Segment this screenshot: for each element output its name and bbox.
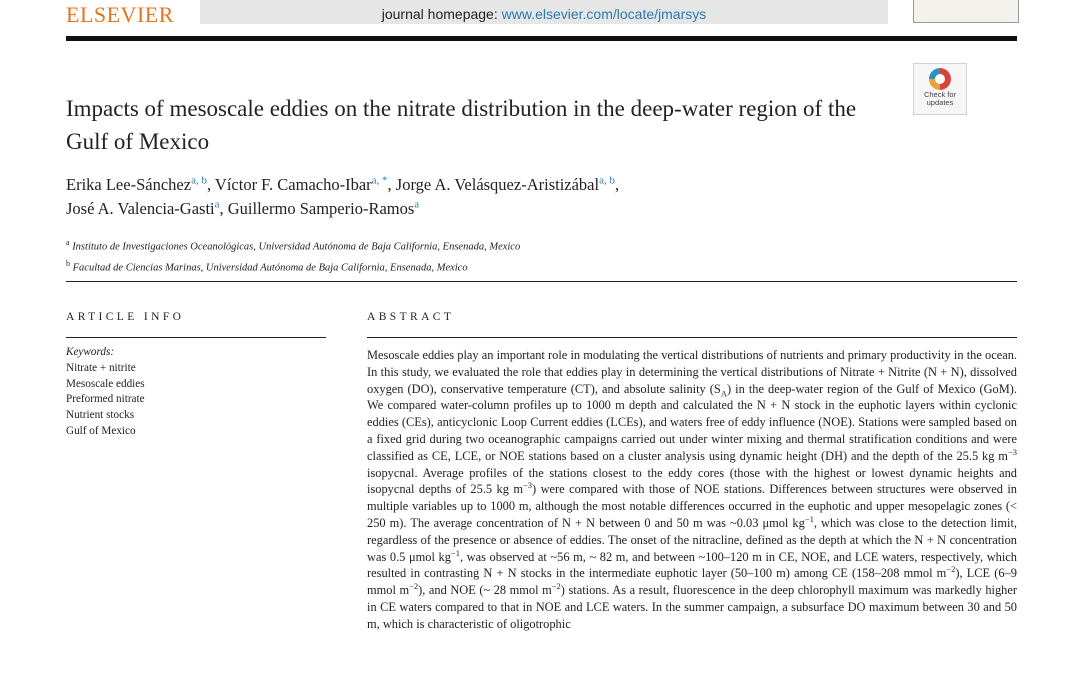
homepage-label: journal homepage: (381, 6, 502, 22)
affiliation-mark: b (66, 258, 70, 268)
keywords-block (66, 345, 145, 440)
abstract-superscript: −2 (551, 581, 561, 592)
author-affiliation-mark[interactable]: a, b (191, 174, 207, 187)
article-info-heading: ARTICLE INFO (66, 311, 185, 323)
article-info-rule (66, 337, 326, 338)
check-updates-line2: updates (926, 98, 954, 107)
homepage-link[interactable]: www.elsevier.com/locate/jmarsys (501, 6, 707, 22)
keywords-label: Keywords: (66, 346, 115, 358)
check-for-updates-button[interactable] (913, 63, 967, 115)
abstract-superscript: −3 (1007, 446, 1017, 457)
author-separator: , (387, 175, 396, 194)
keyword-item: Gulf of Mexico (66, 424, 136, 437)
author-name[interactable]: Jorge A. Velásquez-Aristizábal (395, 175, 600, 194)
abstract-segment: ) in the deep-water region of the Gulf of Mexico (GoM). We compared water-column profiles up to 1000 m depth and calculated the N + N stock in the euphotic layers within cyclonic eddies (CEs), anticyclonic Loop Current eddies (LCEs), and waters free of eddy influence (NOE). Stations were sampled based on a fixed grid during two oceanographic campaigns carried out under winter mixing and thermal stratification conditions and were classified as CE, LCE, or NOE stations based on a cluster analysis using dynamic height (DH) and the depth of the 25.5 kg m (367, 381, 1017, 463)
abstract-superscript: −2 (409, 581, 419, 592)
journal-homepage-bar (200, 0, 888, 24)
abstract-segment: ) stations. As a result, fluorescence in the deep chlorophyll maximum was markedly higher in CE waters compared to that in NOE and LCE waters. In the summer campaign, a subsurface DO maximum between 30 and 50 m, which is characteristic of oligotrophic (367, 583, 1017, 631)
abstract-rule (367, 337, 1017, 338)
affiliations (66, 235, 520, 276)
abstract-superscript: −1 (450, 547, 460, 558)
abstract-superscript: −2 (946, 564, 956, 575)
abstract-subscript: A (720, 388, 727, 399)
author-name[interactable]: Erika Lee-Sánchez (66, 175, 192, 194)
abstract-segment: ) were compared with those of NOE stations. Differences between structures were observed in multiple variables up to 1000 m, although the most notable differences occurred in the euphotic and upper mesopelagic zones (< 250 m). The average concentration of N + N between 0 and 50 m was ~0.03 μmol kg (367, 482, 1017, 530)
author-name[interactable]: Guillermo Samperio-Ramos (227, 199, 415, 218)
author-affiliation-mark[interactable]: a, * (371, 174, 388, 187)
crossmark-icon (929, 68, 951, 90)
author-separator: , (206, 175, 215, 194)
affiliation-b (66, 256, 520, 277)
author-list (66, 173, 826, 221)
abstract-text (367, 347, 1017, 633)
keyword-item: Nitrate + nitrite (66, 361, 136, 374)
abstract-superscript: −1 (804, 513, 814, 524)
author-name[interactable]: Víctor F. Camacho-Ibar (214, 175, 372, 194)
abstract-segment: ), LCE (6–9 mmol m (367, 566, 1017, 598)
check-updates-line1: Check for (923, 90, 957, 99)
abstract-superscript: −3 (523, 480, 533, 491)
article-title: Impacts of mesoscale eddies on the nitrate distribution in the deep-water region of the Gulf of Mexico (66, 96, 857, 154)
keyword-item: Mesoscale eddies (66, 377, 145, 390)
affiliation-a (66, 235, 520, 256)
journal-cover-thumbnail (913, 0, 1019, 23)
keyword-item: Nutrient stocks (66, 409, 135, 422)
author-affiliation-mark[interactable]: a (214, 198, 220, 211)
abstract-heading: ABSTRACT (367, 311, 455, 323)
author-separator: , (614, 175, 620, 194)
header-rule (66, 36, 1017, 41)
author-name[interactable]: José A. Valencia-Gasti (66, 199, 215, 218)
affiliation-text: Facultad de Ciencias Marinas, Universidad Autónoma de Baja California, Ensenada, Mexico (72, 262, 468, 273)
section-rule (66, 281, 1017, 282)
abstract-segment: Mesoscale eddies play an important role in modulating the vertical distributions of nutrients and primary productivity in the ocean. In this study, we evaluated the role that eddies play in determining the vertical distributions of Nitrate + Nitrite (N + N), dissolved oxygen (DO), conservative temperature (CT), and absolute salinity (S (367, 348, 1017, 396)
publisher-logo: ELSEVIER (66, 2, 174, 27)
affiliation-text: Instituto de Investigaciones Oceanológicas, Universidad Autónoma de Baja California, Ensenada, Mexico (72, 241, 521, 253)
keyword-item: Preformed nitrate (66, 393, 145, 406)
affiliation-mark: a (66, 238, 70, 247)
abstract-segment: , which was close to the detection limit, regardless of the presence or absence of eddies. The onset of the nitracline, defined as the depth at which the N + N concentration was 0.5 μmol kg (367, 515, 1017, 564)
author-affiliation-mark[interactable]: a (414, 198, 420, 211)
author-separator: , (219, 199, 228, 218)
abstract-segment: isopycnal. Average profiles of the stations closest to the eddy cores (those with the highest or lowest dynamic heights and isopycnal depths of 25.5 kg m (367, 465, 1017, 497)
author-affiliation-mark[interactable]: a, b (599, 174, 615, 187)
abstract-segment: ), and NOE (~ 28 mmol m (418, 583, 552, 598)
abstract-segment: , was observed at ~56 m, ~ 82 m, and between ~100–120 m in CE, NOE, and LCE waters, respectively, which resulted in contrasting N + N stocks in the intermediate euphotic layer (50–100 m) among CE (158–208 mmol m (367, 549, 1017, 581)
